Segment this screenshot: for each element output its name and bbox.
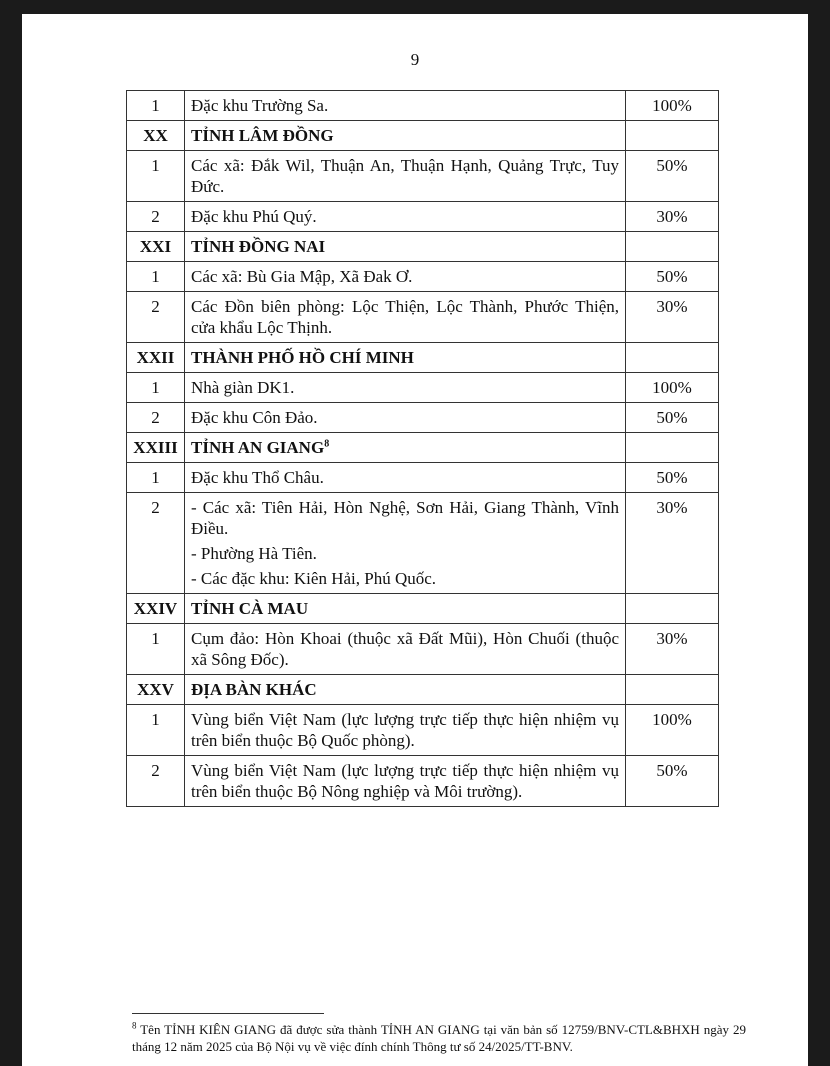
area-description	[185, 756, 626, 807]
section-title: TỈNH AN GIANG	[191, 438, 325, 457]
section-title: ĐỊA BÀN KHÁC	[191, 680, 317, 699]
section-title-cell	[185, 433, 626, 463]
description-line: Đặc khu Trường Sa.	[191, 96, 329, 115]
footnote-separator	[132, 1013, 324, 1014]
section-number: XXIV	[127, 594, 185, 624]
description-line: - Các xã: Tiên Hải, Hòn Nghệ, Sơn Hải, Giang Thành, Vĩnh Điều.	[191, 498, 619, 538]
item-number: 2	[127, 756, 185, 807]
section-number: XXII	[127, 343, 185, 373]
item-number: 1	[127, 373, 185, 403]
description-line: Đặc khu Côn Đảo.	[191, 408, 318, 427]
table-row	[127, 463, 719, 493]
description-line: Vùng biển Việt Nam (lực lượng trực tiếp thực hiện nhiệm vụ trên biển thuộc Bộ Nông nghiệp và Môi trường).	[191, 761, 619, 801]
item-number: 2	[127, 292, 185, 343]
section-row	[127, 121, 719, 151]
footnote-reference: 8	[324, 438, 330, 450]
section-row	[127, 594, 719, 624]
allowance-rate: 50%	[626, 262, 719, 292]
section-title: TỈNH CÀ MAU	[191, 599, 309, 618]
area-description	[185, 91, 626, 121]
description-line: Đặc khu Phú Quý.	[191, 207, 317, 226]
section-title-cell	[185, 121, 626, 151]
document-page	[22, 14, 808, 1066]
description-line: Các xã: Bù Gia Mập, Xã Đak Ơ.	[191, 267, 413, 286]
table-row	[127, 151, 719, 202]
section-title-cell	[185, 232, 626, 262]
description-line: Các xã: Đắk Wil, Thuận An, Thuận Hạnh, Quảng Trực, Tuy Đức.	[191, 156, 619, 196]
table-row	[127, 292, 719, 343]
table-row	[127, 624, 719, 675]
section-title-cell	[185, 675, 626, 705]
section-title: THÀNH PHỐ HỒ CHÍ MINH	[191, 348, 414, 367]
empty-rate-cell	[626, 675, 719, 705]
table-body	[127, 91, 719, 807]
empty-rate-cell	[626, 594, 719, 624]
allowance-rate: 50%	[626, 756, 719, 807]
area-description	[185, 705, 626, 756]
section-row	[127, 232, 719, 262]
empty-rate-cell	[626, 232, 719, 262]
section-title-cell	[185, 594, 626, 624]
section-title: TỈNH LÂM ĐỒNG	[191, 126, 334, 145]
item-number: 1	[127, 624, 185, 675]
section-number: XX	[127, 121, 185, 151]
table-row	[127, 262, 719, 292]
area-description	[185, 202, 626, 232]
item-number: 1	[127, 705, 185, 756]
table-row	[127, 373, 719, 403]
description-line: - Các đặc khu: Kiên Hải, Phú Quốc.	[191, 569, 437, 588]
area-description	[185, 463, 626, 493]
section-number: XXV	[127, 675, 185, 705]
area-description	[185, 373, 626, 403]
area-description	[185, 262, 626, 292]
description-line: Nhà giàn DK1.	[191, 378, 295, 397]
page-number: 9	[410, 50, 420, 69]
allowance-rate: 30%	[626, 292, 719, 343]
description-line: - Phường Hà Tiên.	[191, 544, 317, 563]
allowance-rate: 100%	[626, 91, 719, 121]
item-number: 1	[127, 463, 185, 493]
empty-rate-cell	[626, 121, 719, 151]
section-title: TỈNH ĐỒNG NAI	[191, 237, 326, 256]
footnote-marker: 8	[132, 1020, 137, 1031]
section-row	[127, 675, 719, 705]
area-description	[185, 151, 626, 202]
description-line: Vùng biển Việt Nam (lực lượng trực tiếp thực hiện nhiệm vụ trên biển thuộc Bộ Quốc phòng).	[191, 710, 619, 750]
footnote-text: Tên TỈNH KIÊN GIANG đã được sửa thành TỈNH AN GIANG tại văn bản số 12759/BNV-CTL&BHXH ngày 29 tháng 12 năm 2025 của Bộ Nội vụ về việc đính chính Thông tư số 24/2025/TT-BNV.	[132, 1022, 747, 1054]
table-row	[127, 403, 719, 433]
footnote	[132, 1021, 746, 1055]
item-number: 2	[127, 202, 185, 232]
allowance-rate: 50%	[626, 151, 719, 202]
area-description	[185, 403, 626, 433]
description-line: Các Đồn biên phòng: Lộc Thiện, Lộc Thành, Phước Thiện, cửa khẩu Lộc Thịnh.	[191, 297, 619, 337]
allowance-rate-table	[126, 90, 719, 807]
table-row	[127, 493, 719, 594]
description-line: Cụm đảo: Hòn Khoai (thuộc xã Đất Mũi), Hòn Chuối (thuộc xã Sông Đốc).	[191, 629, 619, 669]
allowance-rate: 30%	[626, 493, 719, 594]
item-number: 1	[127, 91, 185, 121]
section-number: XXIII	[127, 433, 185, 463]
item-number: 1	[127, 262, 185, 292]
item-number: 1	[127, 151, 185, 202]
area-description	[185, 292, 626, 343]
item-number: 2	[127, 403, 185, 433]
area-description	[185, 624, 626, 675]
allowance-rate: 50%	[626, 463, 719, 493]
section-row	[127, 433, 719, 463]
allowance-rate: 30%	[626, 202, 719, 232]
description-line: Đặc khu Thổ Châu.	[191, 468, 324, 487]
allowance-rate: 100%	[626, 705, 719, 756]
allowance-rate: 100%	[626, 373, 719, 403]
allowance-rate: 30%	[626, 624, 719, 675]
table-row	[127, 91, 719, 121]
section-row	[127, 343, 719, 373]
allowance-rate: 50%	[626, 403, 719, 433]
section-title-cell	[185, 343, 626, 373]
table-row	[127, 705, 719, 756]
section-number: XXI	[127, 232, 185, 262]
empty-rate-cell	[626, 433, 719, 463]
empty-rate-cell	[626, 343, 719, 373]
table-row	[127, 756, 719, 807]
area-description	[185, 493, 626, 594]
table-row	[127, 202, 719, 232]
item-number: 2	[127, 493, 185, 594]
